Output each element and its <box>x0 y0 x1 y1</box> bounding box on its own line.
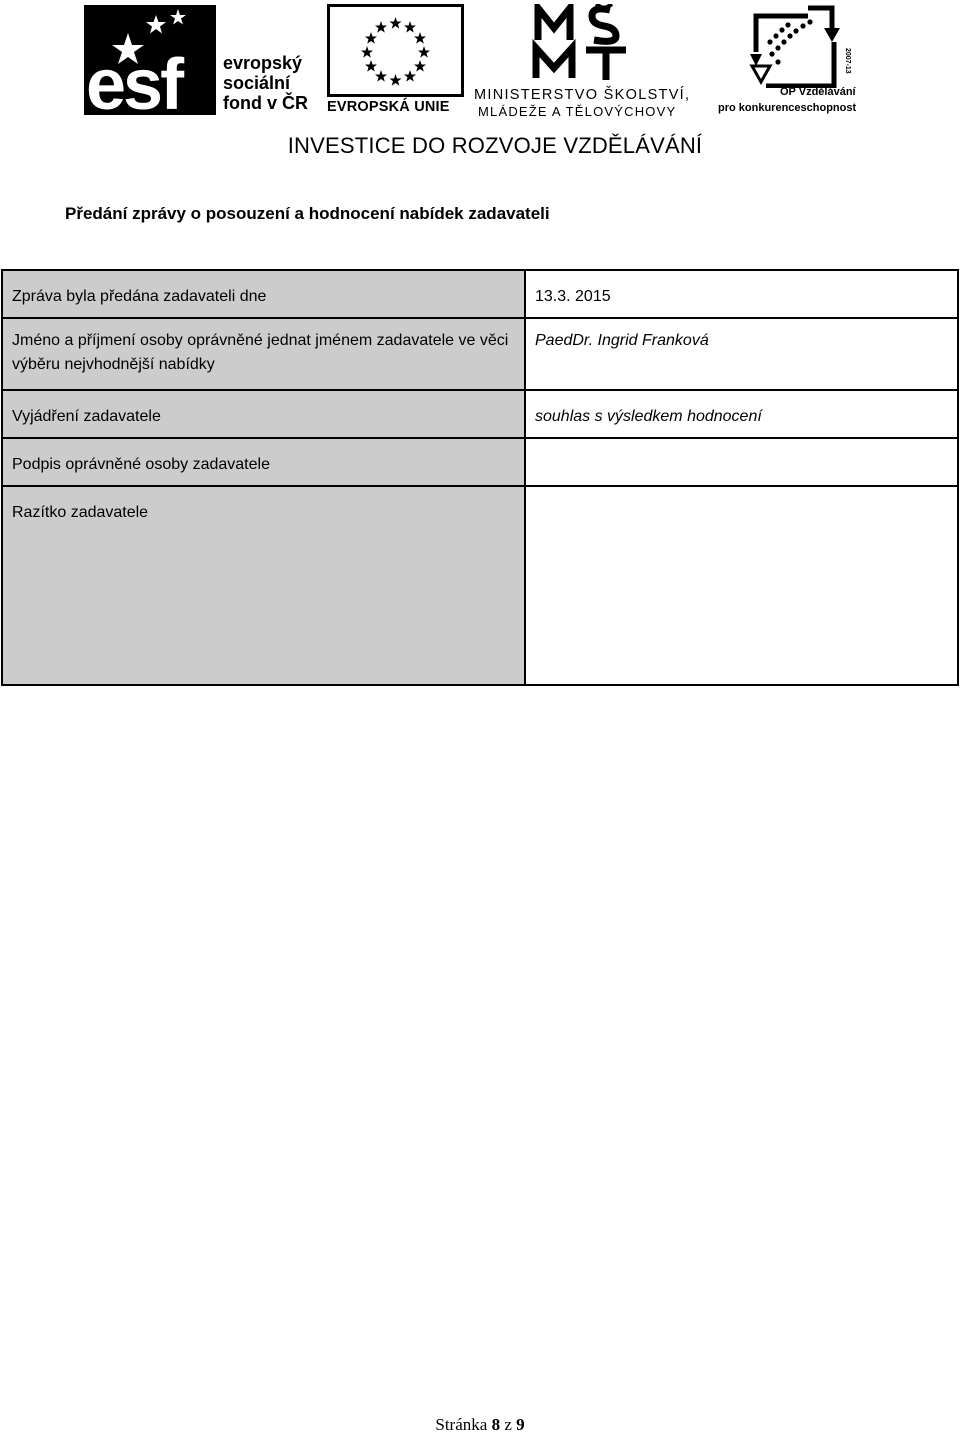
form-row-authorized-person <box>2 318 958 390</box>
current-page: 8 <box>491 1415 501 1433</box>
signature-field <box>525 438 958 486</box>
document-title: Předání zprávy o posouzení a hodnocení nabídek zadavateli <box>65 204 550 223</box>
msmt-logo <box>474 4 714 119</box>
contracting-statement-value: souhlas s výsledkem hodnocení <box>525 390 958 438</box>
page-separator: z <box>504 1415 512 1433</box>
authorized-person-value: PaedDr. Ingrid Franková <box>525 318 958 390</box>
op-vk-years: 2007-13 <box>844 48 851 74</box>
svg-text:esf: esf <box>86 45 182 115</box>
handover-form-table <box>1 269 959 686</box>
authorized-person-label: Jméno a příjmení osoby oprávněné jednat jménem zadavatele ve věci výběru nejvhodnější nabídky <box>2 318 525 390</box>
eu-flag-logo <box>327 4 467 116</box>
msmt-line-2: MLÁDEŽE A TĚLOVÝCHOVY <box>478 104 677 119</box>
form-row-contracting-statement <box>2 390 958 438</box>
contracting-statement-label: Vyjádření zadavatele <box>2 390 525 438</box>
esf-logo <box>84 5 324 117</box>
eu-stars-icon <box>327 4 464 97</box>
form-row-stamp <box>2 486 958 685</box>
esf-line-2: sociální <box>223 73 291 93</box>
op-vk-emblem-icon <box>748 2 854 88</box>
page-prefix: Stránka <box>435 1415 488 1433</box>
stamp-field <box>525 486 958 685</box>
op-line-1: OP Vzdělávání <box>780 86 856 98</box>
esf-emblem-icon <box>84 5 216 115</box>
msmt-line-1: MINISTERSTVO ŠKOLSTVÍ, <box>474 87 691 103</box>
page-number-footer <box>0 1415 960 1433</box>
handover-date-label: Zpráva byla předána zadavateli dne <box>2 270 525 318</box>
form-row-handover-date <box>2 270 958 318</box>
esf-line-3: fond v ČR <box>223 93 308 113</box>
total-pages: 9 <box>516 1415 525 1433</box>
op-line-2: pro konkurenceschopnost <box>718 102 857 114</box>
program-tagline: INVESTICE DO ROZVOJE VZDĚLÁVÁNÍ <box>287 133 703 158</box>
msmt-monogram-icon <box>532 4 652 82</box>
handover-date-value: 13.3. 2015 <box>525 270 958 318</box>
eu-label: EVROPSKÁ UNIE <box>327 99 450 115</box>
op-vk-logo <box>716 2 876 120</box>
stamp-label: Razítko zadavatele <box>2 486 525 685</box>
signature-label: Podpis oprávněné osoby zadavatele <box>2 438 525 486</box>
esf-line-1: evropský <box>223 53 303 73</box>
form-row-signature <box>2 438 958 486</box>
logo-header <box>0 0 960 165</box>
